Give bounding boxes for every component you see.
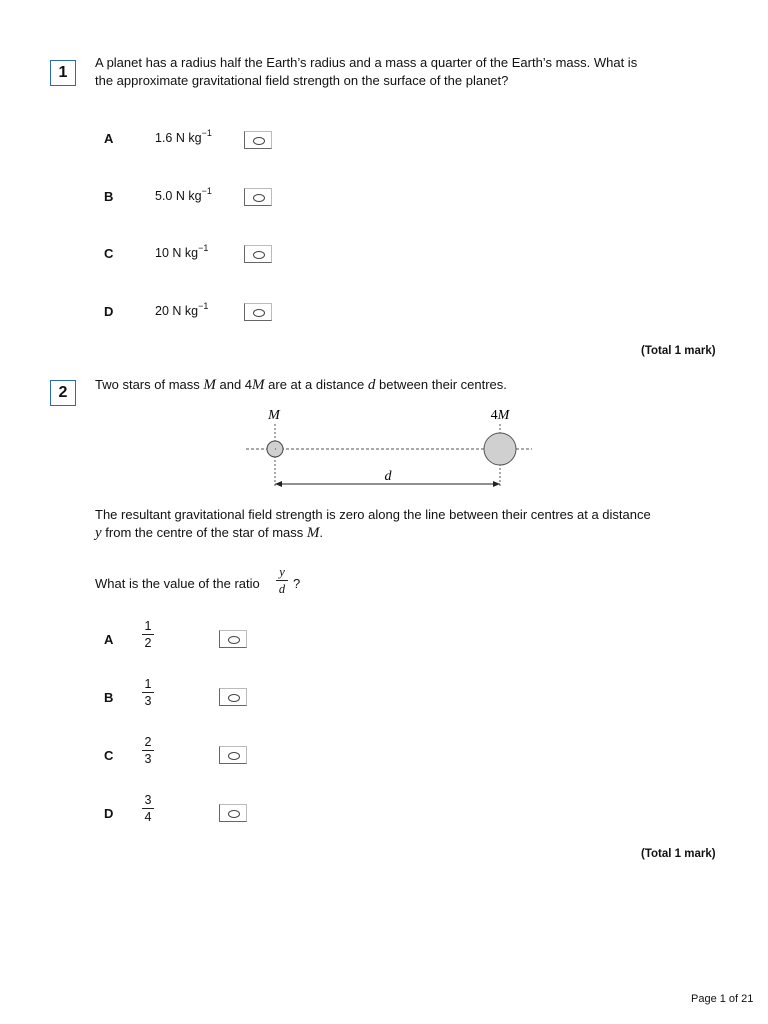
q1-option-d-value	[155, 301, 209, 318]
q1-option-b-letter: B	[104, 189, 114, 204]
q2-option-d-fraction	[141, 793, 155, 824]
q1-option-c-answer-bubble[interactable]	[244, 245, 272, 263]
q1-option-c-letter: C	[104, 246, 114, 261]
q2-stem-text-2: and 4	[215, 377, 253, 392]
question-2-stem	[95, 376, 735, 394]
question-number-2: 2	[50, 380, 76, 406]
q2-paragraph-end: .	[319, 525, 323, 540]
q2-option-d-letter: D	[104, 806, 114, 821]
q1-option-b-value	[155, 186, 212, 203]
q2-option-a-denominator: 2	[144, 636, 152, 650]
q2-option-b-letter: B	[104, 690, 114, 705]
q1-option-d-answer-bubble[interactable]	[244, 303, 272, 321]
q2-paragraph-mass-m: M	[306, 525, 320, 541]
q2-option-b-denominator: 3	[144, 694, 152, 708]
q2-option-b-fraction	[141, 677, 155, 708]
q2-option-b-answer-bubble[interactable]	[219, 688, 247, 706]
q2-paragraph-y: y	[95, 525, 102, 541]
q1-option-d-text: 20 N kg	[155, 304, 199, 318]
q2-option-c-answer-bubble[interactable]	[219, 746, 247, 764]
question-number-1: 1	[50, 60, 76, 86]
question-1-stem-line1: A planet has a radius half the Earth’s radius and a mass a quarter of the Earth’s mass. What is	[95, 55, 638, 70]
question-1-stem	[95, 54, 735, 90]
diagram-label-m: M	[268, 408, 280, 423]
q2-ratio-fraction	[275, 565, 289, 596]
q1-option-a-exponent: −1	[201, 128, 212, 138]
q2-stem-mass-4m: M	[252, 377, 265, 393]
question-2-paragraph	[95, 506, 745, 542]
q1-option-c-value	[155, 243, 209, 260]
q2-option-c-denominator: 3	[144, 752, 152, 766]
q1-total-mark: (Total 1 mark)	[641, 345, 716, 357]
distance-arrow-head-right	[493, 481, 500, 487]
question-1-stem-line2: the approximate gravitational field strength on the surface of the planet?	[95, 73, 509, 88]
q1-option-a-text: 1.6 N kg	[155, 131, 202, 145]
page-number: Page 1 of 21	[691, 993, 754, 1005]
q2-stem-text-3: are at a distance	[264, 377, 368, 392]
q1-option-a-letter: A	[104, 131, 114, 146]
q1-option-a-value	[155, 128, 212, 145]
q2-paragraph-line2	[95, 524, 745, 542]
q2-option-a-letter: A	[104, 632, 114, 647]
q2-option-c-fraction	[141, 735, 155, 766]
q1-option-c-exponent: −1	[198, 243, 209, 253]
q2-paragraph-text: from the centre of the star of mass	[101, 525, 307, 540]
star-4m	[484, 433, 516, 465]
q2-ratio-question: What is the value of the ratio	[95, 576, 260, 591]
q1-option-a-answer-bubble[interactable]	[244, 131, 272, 149]
q1-option-d-exponent: −1	[198, 301, 209, 311]
q2-paragraph-line1: The resultant gravitational field strength is zero along the line between their centres at a distance	[95, 507, 651, 522]
q1-option-b-text: 5.0 N kg	[155, 189, 202, 203]
q2-total-mark: (Total 1 mark)	[641, 848, 716, 860]
q1-option-d-letter: D	[104, 304, 114, 319]
q2-option-b-numerator: 1	[144, 677, 152, 691]
q2-ratio-numerator: y	[279, 565, 285, 579]
q1-option-c-text: 10 N kg	[155, 246, 199, 260]
distance-arrow-head-left	[275, 481, 282, 487]
q2-option-a-numerator: 1	[144, 619, 152, 633]
two-stars-diagram	[240, 404, 540, 490]
q2-stem-text-4: between their centres.	[375, 377, 507, 392]
diagram-label-4m: 4M	[490, 408, 510, 423]
q2-option-d-denominator: 4	[144, 810, 152, 824]
q2-stem-text-1: Two stars of mass	[95, 377, 204, 392]
q2-option-a-fraction	[141, 619, 155, 650]
q2-stem-distance-d: d	[367, 377, 376, 393]
q2-option-a-answer-bubble[interactable]	[219, 630, 247, 648]
q2-option-c-letter: C	[104, 748, 114, 763]
q2-stem-mass-m: M	[203, 377, 216, 393]
q2-ratio-denominator: d	[278, 582, 286, 596]
q2-option-d-numerator: 3	[144, 793, 152, 807]
q1-option-b-answer-bubble[interactable]	[244, 188, 272, 206]
q2-option-c-numerator: 2	[144, 735, 152, 749]
q2-ratio-question-mark: ?	[293, 576, 301, 591]
q1-option-b-exponent: −1	[201, 186, 212, 196]
q2-option-d-answer-bubble[interactable]	[219, 804, 247, 822]
diagram-label-d: d	[384, 469, 392, 484]
